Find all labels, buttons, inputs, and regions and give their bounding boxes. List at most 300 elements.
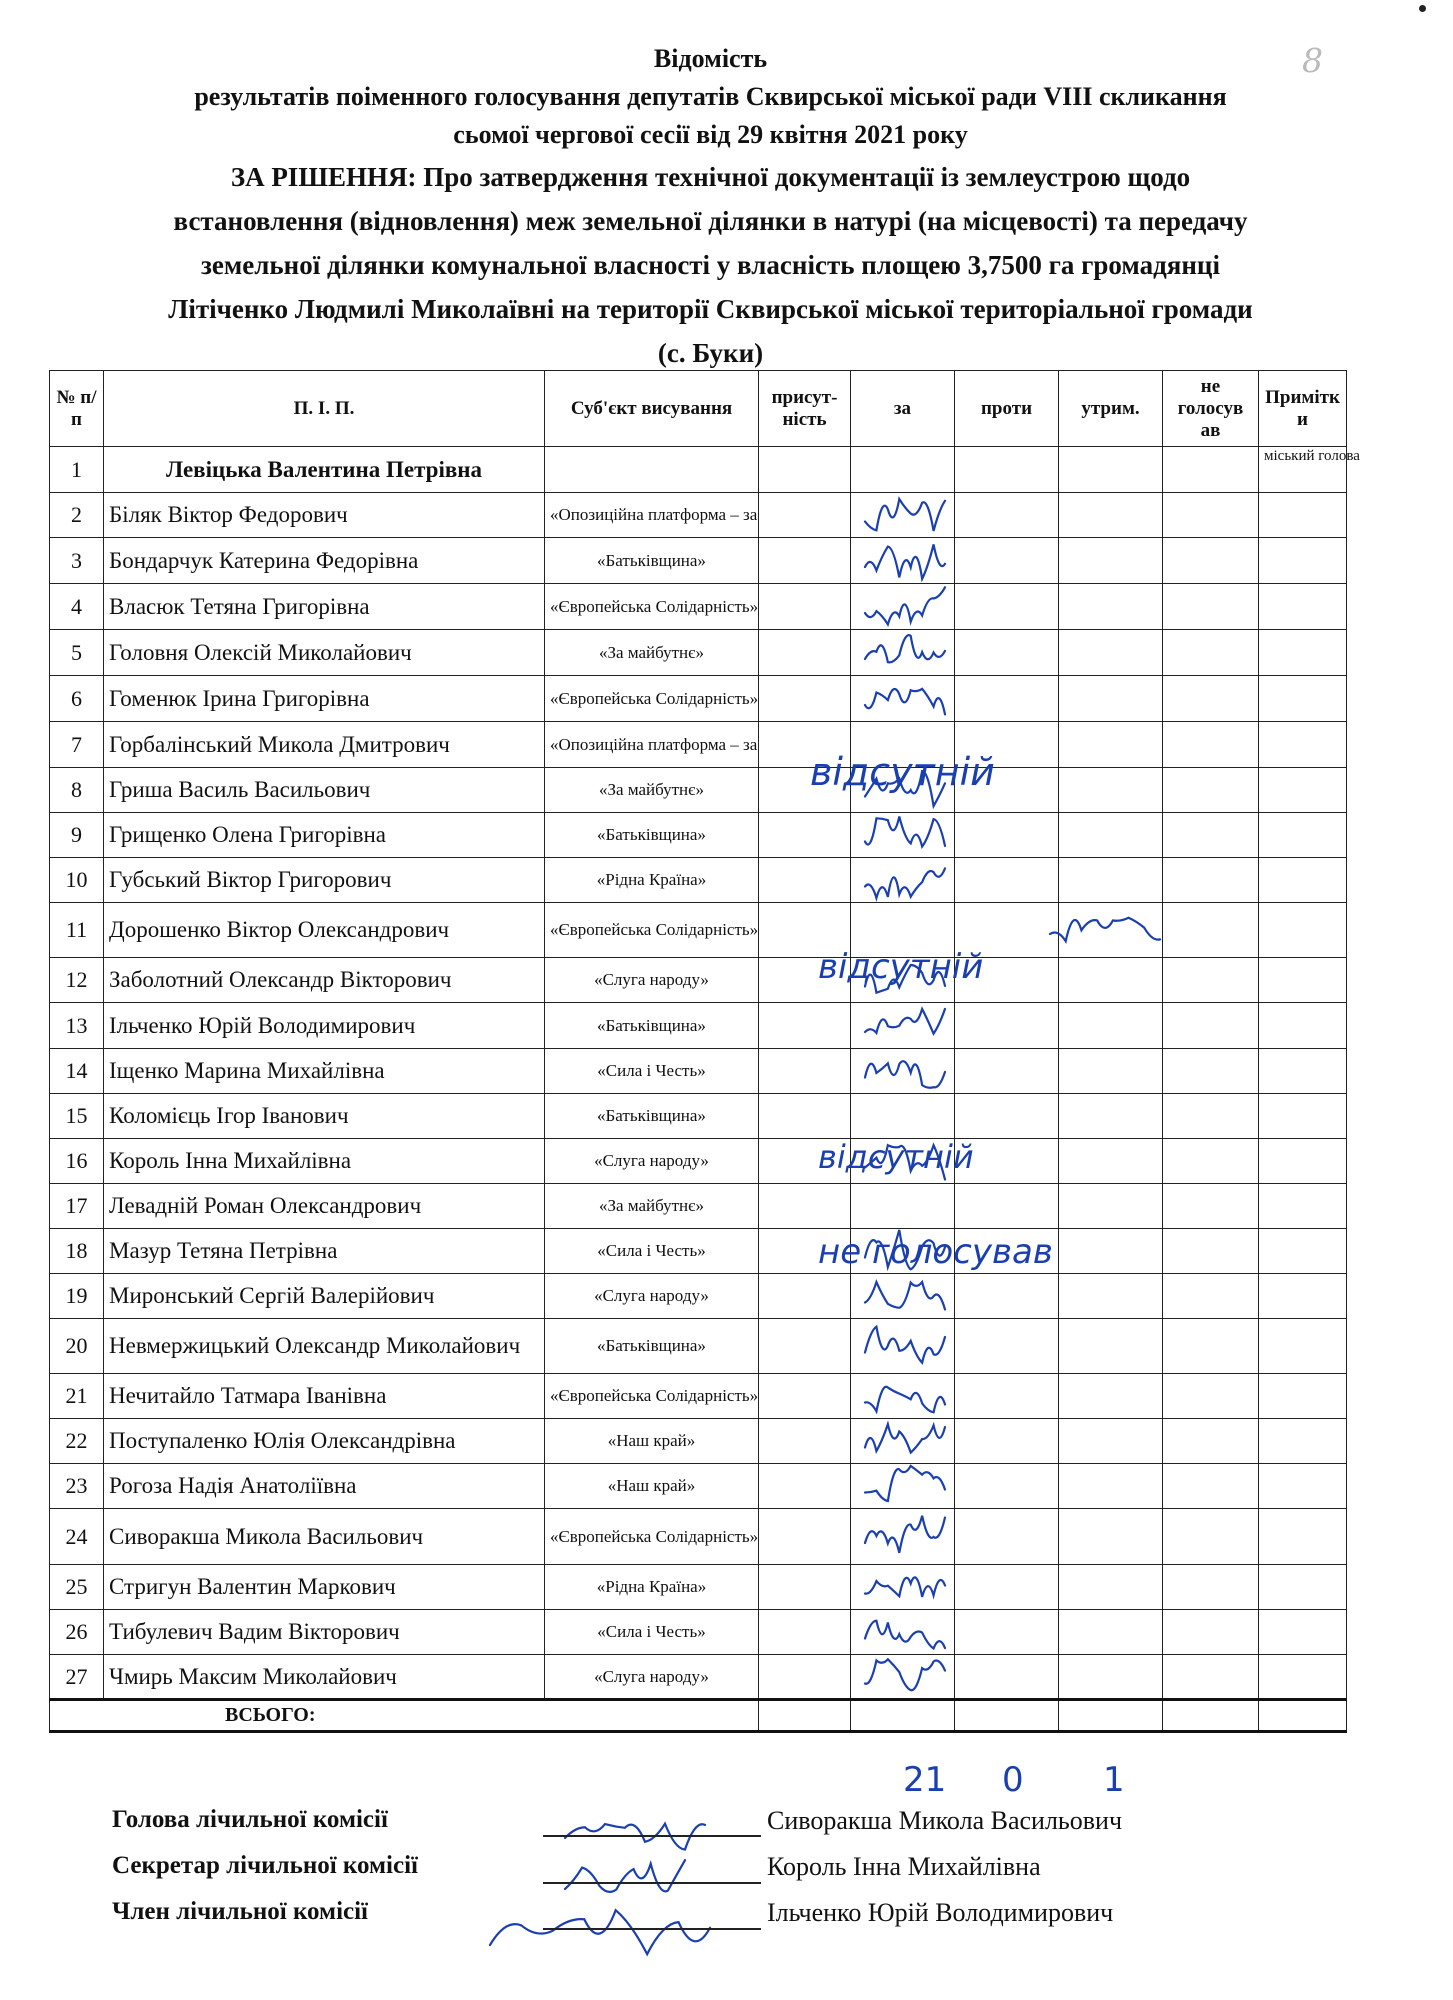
table-row bbox=[50, 1229, 1347, 1274]
cell-note bbox=[1259, 676, 1347, 722]
cell-note bbox=[1259, 1003, 1347, 1049]
cell-abstain bbox=[1059, 1274, 1163, 1319]
cell-presence bbox=[759, 1184, 851, 1229]
deputy-name: Сиворакша Микола Васильович bbox=[104, 1509, 545, 1565]
row-number: 4 bbox=[50, 584, 104, 630]
cell-for bbox=[851, 1319, 955, 1374]
row-number: 16 bbox=[50, 1139, 104, 1184]
cell-not-voted bbox=[1163, 584, 1259, 630]
row-number: 8 bbox=[50, 768, 104, 813]
deputy-name: Тибулевич Вадим Вікторович bbox=[104, 1610, 545, 1655]
cell-note bbox=[1259, 1419, 1347, 1464]
document-title: Відомість bbox=[653, 44, 768, 73]
cell-against bbox=[955, 1094, 1059, 1139]
cell-against bbox=[955, 1184, 1059, 1229]
deputy-name: Головня Олексій Миколайович bbox=[104, 630, 545, 676]
col-for: за bbox=[851, 371, 955, 447]
deputy-party: «Опозиційна платформа – за bbox=[545, 722, 759, 768]
cell-presence bbox=[759, 447, 851, 493]
cell-against bbox=[955, 1003, 1059, 1049]
row-number: 26 bbox=[50, 1610, 104, 1655]
cell-presence bbox=[759, 538, 851, 584]
cell-not-voted bbox=[1163, 676, 1259, 722]
table-row bbox=[50, 1610, 1347, 1655]
cell-not-voted bbox=[1163, 1319, 1259, 1374]
cell-abstain bbox=[1059, 722, 1163, 768]
deputy-name: Грищенко Олена Григорівна bbox=[104, 813, 545, 858]
cell-presence bbox=[759, 1274, 851, 1319]
row-number: 15 bbox=[50, 1094, 104, 1139]
cell-abstain bbox=[1059, 1319, 1163, 1374]
deputy-party: «Слуга народу» bbox=[545, 1655, 759, 1700]
cell-note bbox=[1259, 538, 1347, 584]
cell-not-voted bbox=[1163, 1655, 1259, 1700]
cell-for bbox=[851, 630, 955, 676]
cell-note bbox=[1259, 958, 1347, 1003]
row-number: 2 bbox=[50, 493, 104, 538]
deputy-name: Рогоза Надія Анатоліївна bbox=[104, 1464, 545, 1509]
deputy-party: «Сила і Честь» bbox=[545, 1049, 759, 1094]
row-number: 12 bbox=[50, 958, 104, 1003]
cell-for bbox=[851, 538, 955, 584]
secretary-label: Секретар лічильної комісії bbox=[112, 1852, 418, 1879]
voting-table bbox=[49, 370, 1360, 1733]
cell-for bbox=[851, 1003, 955, 1049]
cell-for bbox=[851, 1655, 955, 1700]
row-number: 18 bbox=[50, 1229, 104, 1274]
table-row bbox=[50, 1003, 1347, 1049]
cell-abstain bbox=[1059, 630, 1163, 676]
cell-not-voted bbox=[1163, 903, 1259, 958]
deputy-party: «Рідна Країна» bbox=[545, 858, 759, 903]
deputy-name: Біляк Віктор Федорович bbox=[104, 493, 545, 538]
row-number: 3 bbox=[50, 538, 104, 584]
cell-presence bbox=[759, 1049, 851, 1094]
secretary-name: Король Інна Михайлівна bbox=[767, 1852, 1041, 1881]
cell-against bbox=[955, 630, 1059, 676]
table-row bbox=[50, 768, 1347, 813]
cell-presence bbox=[759, 1565, 851, 1610]
table-row bbox=[50, 493, 1347, 538]
cell-for bbox=[851, 1565, 955, 1610]
handwritten-not-voted-17: не голосував bbox=[818, 1232, 1053, 1272]
row-number: 23 bbox=[50, 1464, 104, 1509]
handwritten-absent-11: відсутній bbox=[818, 947, 984, 987]
deputy-party: «Наш край» bbox=[545, 1419, 759, 1464]
deputy-name: Поступаленко Юлія Олександрівна bbox=[104, 1419, 545, 1464]
row-number: 1 bbox=[50, 447, 104, 493]
cell-note bbox=[1259, 1049, 1347, 1094]
cell-abstain bbox=[1059, 858, 1163, 903]
row-number: 6 bbox=[50, 676, 104, 722]
deputy-name: Бондарчук Катерина Федорівна bbox=[104, 538, 545, 584]
cell-note bbox=[1259, 858, 1347, 903]
cell-against bbox=[955, 447, 1059, 493]
deputy-party: «Слуга народу» bbox=[545, 1139, 759, 1184]
deputy-party: «Батьківщина» bbox=[545, 1319, 759, 1374]
deputy-party: «Європейська Солідарність» bbox=[545, 676, 759, 722]
cell-abstain bbox=[1059, 1049, 1163, 1094]
deputy-name: Нечитайло Татмара Іванівна bbox=[104, 1374, 545, 1419]
table-row bbox=[50, 1094, 1347, 1139]
cell-abstain bbox=[1059, 538, 1163, 584]
deputy-name: Стригун Валентин Маркович bbox=[104, 1565, 545, 1610]
deputy-name: Невмержицький Олександр Миколайович bbox=[104, 1319, 545, 1374]
chair-name: Сиворакша Микола Васильович bbox=[767, 1806, 1123, 1835]
cell-note bbox=[1259, 1509, 1347, 1565]
cell-not-voted bbox=[1163, 538, 1259, 584]
table-row bbox=[50, 1464, 1347, 1509]
chair-signature-line bbox=[543, 1835, 761, 1837]
table-row bbox=[50, 1049, 1347, 1094]
cell-abstain bbox=[1059, 958, 1163, 1003]
member-signature bbox=[490, 1910, 710, 1954]
row-number: 9 bbox=[50, 813, 104, 858]
total-row bbox=[50, 1700, 1347, 1732]
row-number: 5 bbox=[50, 630, 104, 676]
decision-line-3: земельної ділянки комунальної власності у власність площею 3,7500 га громадянці bbox=[201, 250, 1220, 280]
cell-note bbox=[1259, 1610, 1347, 1655]
deputy-party: «Сила і Честь» bbox=[545, 1610, 759, 1655]
row-number: 21 bbox=[50, 1374, 104, 1419]
cell-abstain bbox=[1059, 768, 1163, 813]
table-row bbox=[50, 630, 1347, 676]
cell-presence bbox=[759, 813, 851, 858]
document-subtitle-1: результатів поіменного голосування депутатів Сквирської міської ради VIII скликання bbox=[194, 82, 1227, 111]
cell-note bbox=[1259, 1184, 1347, 1229]
deputy-party bbox=[545, 447, 759, 493]
deputy-party: «Опозиційна платформа – за bbox=[545, 493, 759, 538]
deputy-name: Дорошенко Віктор Олександрович bbox=[104, 903, 545, 958]
table-row bbox=[50, 903, 1347, 958]
table-row bbox=[50, 1319, 1347, 1374]
cell-abstain bbox=[1059, 447, 1163, 493]
member-label: Член лічильної комісії bbox=[112, 1898, 369, 1925]
deputy-name: Чмирь Максим Миколайович bbox=[104, 1655, 545, 1700]
deputy-party: «Слуга народу» bbox=[545, 1274, 759, 1319]
col-against: проти bbox=[955, 371, 1059, 447]
cell-note bbox=[1259, 1274, 1347, 1319]
row-number: 25 bbox=[50, 1565, 104, 1610]
cell-presence bbox=[759, 630, 851, 676]
total-presence bbox=[759, 1700, 851, 1732]
cell-note bbox=[1259, 584, 1347, 630]
deputy-name: Губський Віктор Григорович bbox=[104, 858, 545, 903]
deputy-name: Горбалінський Микола Дмитрович bbox=[104, 722, 545, 768]
cell-against bbox=[955, 1049, 1059, 1094]
cell-for bbox=[851, 1374, 955, 1419]
cell-presence bbox=[759, 1419, 851, 1464]
total-against bbox=[955, 1700, 1059, 1732]
cell-abstain bbox=[1059, 903, 1163, 958]
row-number: 17 bbox=[50, 1184, 104, 1229]
secretary-signature bbox=[565, 1860, 685, 1892]
cell-against bbox=[955, 813, 1059, 858]
col-not-voted: не голосув ав bbox=[1163, 371, 1259, 447]
decision-line-5: (с. Буки) bbox=[657, 338, 764, 368]
cell-abstain bbox=[1059, 1139, 1163, 1184]
cell-presence bbox=[759, 584, 851, 630]
cell-abstain bbox=[1059, 813, 1163, 858]
cell-note bbox=[1259, 1229, 1347, 1274]
cell-against bbox=[955, 1509, 1059, 1565]
cell-presence bbox=[759, 1319, 851, 1374]
cell-not-voted bbox=[1163, 1139, 1259, 1184]
col-party: Суб'єкт висування bbox=[545, 371, 759, 447]
cell-abstain bbox=[1059, 1419, 1163, 1464]
cell-note bbox=[1259, 1139, 1347, 1184]
table-row bbox=[50, 676, 1347, 722]
total-abstain bbox=[1059, 1700, 1163, 1732]
cell-abstain bbox=[1059, 1229, 1163, 1274]
cell-note bbox=[1259, 768, 1347, 813]
table-row bbox=[50, 1374, 1347, 1419]
cell-against bbox=[955, 1655, 1059, 1700]
deputy-party: «Батьківщина» bbox=[545, 813, 759, 858]
table-row bbox=[50, 1509, 1347, 1565]
row-number: 10 bbox=[50, 858, 104, 903]
cell-against bbox=[955, 1374, 1059, 1419]
cell-note bbox=[1259, 813, 1347, 858]
cell-for bbox=[851, 1184, 955, 1229]
cell-for bbox=[851, 447, 955, 493]
row-number: 13 bbox=[50, 1003, 104, 1049]
cell-for bbox=[851, 1419, 955, 1464]
table-header-row bbox=[50, 371, 1347, 447]
cell-for bbox=[851, 858, 955, 903]
col-number: № п/п bbox=[50, 371, 104, 447]
table-row bbox=[50, 538, 1347, 584]
cell-abstain bbox=[1059, 1374, 1163, 1419]
cell-presence bbox=[759, 1655, 851, 1700]
cell-against bbox=[955, 538, 1059, 584]
cell-abstain bbox=[1059, 1184, 1163, 1229]
cell-against bbox=[955, 1274, 1059, 1319]
table-row bbox=[50, 1139, 1347, 1184]
cell-for bbox=[851, 1094, 955, 1139]
cell-not-voted bbox=[1163, 630, 1259, 676]
cell-not-voted bbox=[1163, 1374, 1259, 1419]
col-abstain: утрим. bbox=[1059, 371, 1163, 447]
table-row bbox=[50, 813, 1347, 858]
handwritten-absent-7: відсутній bbox=[810, 750, 995, 794]
deputy-party: «Батьківщина» bbox=[545, 1094, 759, 1139]
cell-abstain bbox=[1059, 493, 1163, 538]
cell-note bbox=[1259, 722, 1347, 768]
cell-abstain bbox=[1059, 1565, 1163, 1610]
cell-note: міський голова bbox=[1259, 447, 1347, 493]
cell-for bbox=[851, 1274, 955, 1319]
total-for bbox=[851, 1700, 955, 1732]
total-label: ВСЬОГО: bbox=[50, 1700, 759, 1732]
deputy-party: «За майбутнє» bbox=[545, 1184, 759, 1229]
deputy-name: Іщенко Марина Михайлівна bbox=[104, 1049, 545, 1094]
deputy-name: Заболотний Олександр Вікторович bbox=[104, 958, 545, 1003]
cell-not-voted bbox=[1163, 813, 1259, 858]
cell-abstain bbox=[1059, 676, 1163, 722]
cell-not-voted bbox=[1163, 447, 1259, 493]
total-abstain-handwritten: 1 bbox=[1103, 1760, 1125, 1800]
cell-note bbox=[1259, 630, 1347, 676]
cell-presence bbox=[759, 1374, 851, 1419]
cell-abstain bbox=[1059, 584, 1163, 630]
deputy-name: Мазур Тетяна Петрівна bbox=[104, 1229, 545, 1274]
row-number: 7 bbox=[50, 722, 104, 768]
deputy-party: «Батьківщина» bbox=[545, 1003, 759, 1049]
cell-not-voted bbox=[1163, 722, 1259, 768]
cell-not-voted bbox=[1163, 768, 1259, 813]
cell-presence bbox=[759, 1003, 851, 1049]
cell-not-voted bbox=[1163, 858, 1259, 903]
table-row bbox=[50, 1184, 1347, 1229]
row-number: 24 bbox=[50, 1509, 104, 1565]
deputy-party: «Наш край» bbox=[545, 1464, 759, 1509]
cell-for bbox=[851, 1049, 955, 1094]
deputy-party: «Слуга народу» bbox=[545, 958, 759, 1003]
cell-not-voted bbox=[1163, 1610, 1259, 1655]
deputy-party: «Європейська Солідарність» bbox=[545, 1509, 759, 1565]
table-row bbox=[50, 858, 1347, 903]
table-row bbox=[50, 1274, 1347, 1319]
cell-against bbox=[955, 1565, 1059, 1610]
cell-not-voted bbox=[1163, 1464, 1259, 1509]
cell-not-voted bbox=[1163, 1274, 1259, 1319]
cell-presence bbox=[759, 1464, 851, 1509]
col-name: П. І. П. bbox=[104, 371, 545, 447]
cell-not-voted bbox=[1163, 1419, 1259, 1464]
cell-not-voted bbox=[1163, 958, 1259, 1003]
cell-abstain bbox=[1059, 1464, 1163, 1509]
cell-presence bbox=[759, 1610, 851, 1655]
total-for-handwritten: 21 bbox=[903, 1760, 947, 1800]
col-notes: Примітк и bbox=[1259, 371, 1347, 447]
member-name: Ільченко Юрій Володимирович bbox=[767, 1898, 1114, 1927]
cell-against bbox=[955, 584, 1059, 630]
secretary-signature-line bbox=[543, 1882, 761, 1884]
cell-abstain bbox=[1059, 1509, 1163, 1565]
table-row bbox=[50, 958, 1347, 1003]
deputy-party: «Європейська Солідарність» bbox=[545, 584, 759, 630]
cell-against bbox=[955, 493, 1059, 538]
row-number: 19 bbox=[50, 1274, 104, 1319]
cell-against bbox=[955, 1319, 1059, 1374]
cell-not-voted bbox=[1163, 1184, 1259, 1229]
cell-not-voted bbox=[1163, 1049, 1259, 1094]
deputy-name: Власюк Тетяна Григорівна bbox=[104, 584, 545, 630]
cell-presence bbox=[759, 858, 851, 903]
cell-against bbox=[955, 858, 1059, 903]
deputy-name: Левадній Роман Олександрович bbox=[104, 1184, 545, 1229]
deputy-name: Миронський Сергій Валерійович bbox=[104, 1274, 545, 1319]
deputy-party: «За майбутнє» bbox=[545, 630, 759, 676]
deputy-name: Гоменюк Ірина Григорівна bbox=[104, 676, 545, 722]
member-signature-line bbox=[543, 1928, 761, 1930]
cell-for bbox=[851, 584, 955, 630]
cell-for bbox=[851, 813, 955, 858]
cell-note bbox=[1259, 1464, 1347, 1509]
total-not-voted bbox=[1163, 1700, 1259, 1732]
cell-note bbox=[1259, 1374, 1347, 1419]
cell-against bbox=[955, 1464, 1059, 1509]
document-header bbox=[48, 40, 1373, 374]
row-number: 11 bbox=[50, 903, 104, 958]
cell-abstain bbox=[1059, 1655, 1163, 1700]
row-number: 20 bbox=[50, 1319, 104, 1374]
cell-note bbox=[1259, 1565, 1347, 1610]
deputy-name: Ільченко Юрій Володимирович bbox=[104, 1003, 545, 1049]
cell-for bbox=[851, 1610, 955, 1655]
deputy-party: «Батьківщина» bbox=[545, 538, 759, 584]
handwritten-absent-15: відсутній bbox=[818, 1138, 974, 1176]
col-presence: присут-ність bbox=[759, 371, 851, 447]
cell-not-voted bbox=[1163, 1565, 1259, 1610]
cell-presence bbox=[759, 493, 851, 538]
cell-not-voted bbox=[1163, 493, 1259, 538]
deputy-name: Коломієць Ігор Іванович bbox=[104, 1094, 545, 1139]
table-row bbox=[50, 1655, 1347, 1700]
deputy-name: Король Інна Михайлівна bbox=[104, 1139, 545, 1184]
cell-for bbox=[851, 493, 955, 538]
cell-against bbox=[955, 1419, 1059, 1464]
chair-label: Голова лічильної комісії bbox=[112, 1806, 388, 1833]
cell-abstain bbox=[1059, 1003, 1163, 1049]
cell-note bbox=[1259, 1319, 1347, 1374]
deputy-party: «Європейська Солідарність» bbox=[545, 1374, 759, 1419]
decision-line-4: Літіченко Людмилі Миколаївні на території Сквирської міської територіальної громади bbox=[168, 294, 1253, 324]
decision-line-2: встановлення (відновлення) меж земельної ділянки в натурі (на місцевості) та передачу bbox=[173, 206, 1248, 236]
cell-note bbox=[1259, 903, 1347, 958]
deputy-party: «Рідна Країна» bbox=[545, 1565, 759, 1610]
cell-abstain bbox=[1059, 1610, 1163, 1655]
cell-presence bbox=[759, 676, 851, 722]
cell-against bbox=[955, 676, 1059, 722]
cell-note bbox=[1259, 1094, 1347, 1139]
row-number: 14 bbox=[50, 1049, 104, 1094]
cell-for bbox=[851, 1464, 955, 1509]
cell-not-voted bbox=[1163, 1003, 1259, 1049]
row-number: 27 bbox=[50, 1655, 104, 1700]
scan-dot bbox=[1419, 5, 1426, 12]
deputy-party: «Сила і Честь» bbox=[545, 1229, 759, 1274]
total-against-handwritten: 0 bbox=[1002, 1760, 1024, 1800]
cell-for bbox=[851, 676, 955, 722]
cell-not-voted bbox=[1163, 1509, 1259, 1565]
cell-not-voted bbox=[1163, 1229, 1259, 1274]
cell-presence bbox=[759, 1094, 851, 1139]
decision-line-1: ЗА РІШЕННЯ: Про затвердження технічної документації із землеустрою щодо bbox=[230, 162, 1191, 192]
cell-note bbox=[1259, 493, 1347, 538]
document-subtitle-2: сьомої чергової сесії від 29 квітня 2021 року bbox=[453, 120, 968, 149]
page-number-mark: 8 bbox=[1302, 41, 1323, 80]
table-row bbox=[50, 1419, 1347, 1464]
cell-abstain bbox=[1059, 1094, 1163, 1139]
total-notes bbox=[1259, 1700, 1347, 1732]
table-row bbox=[50, 584, 1347, 630]
deputy-name: Левіцька Валентина Петрівна bbox=[104, 447, 545, 493]
row-number: 22 bbox=[50, 1419, 104, 1464]
table-row bbox=[50, 447, 1347, 493]
deputy-party: «За майбутнє» bbox=[545, 768, 759, 813]
cell-presence bbox=[759, 1509, 851, 1565]
deputy-party: «Європейська Солідарність» bbox=[545, 903, 759, 958]
deputy-name: Гриша Василь Васильович bbox=[104, 768, 545, 813]
table-row bbox=[50, 722, 1347, 768]
cell-not-voted bbox=[1163, 1094, 1259, 1139]
table-row bbox=[50, 1565, 1347, 1610]
cell-for bbox=[851, 1509, 955, 1565]
cell-note bbox=[1259, 1655, 1347, 1700]
cell-against bbox=[955, 1610, 1059, 1655]
